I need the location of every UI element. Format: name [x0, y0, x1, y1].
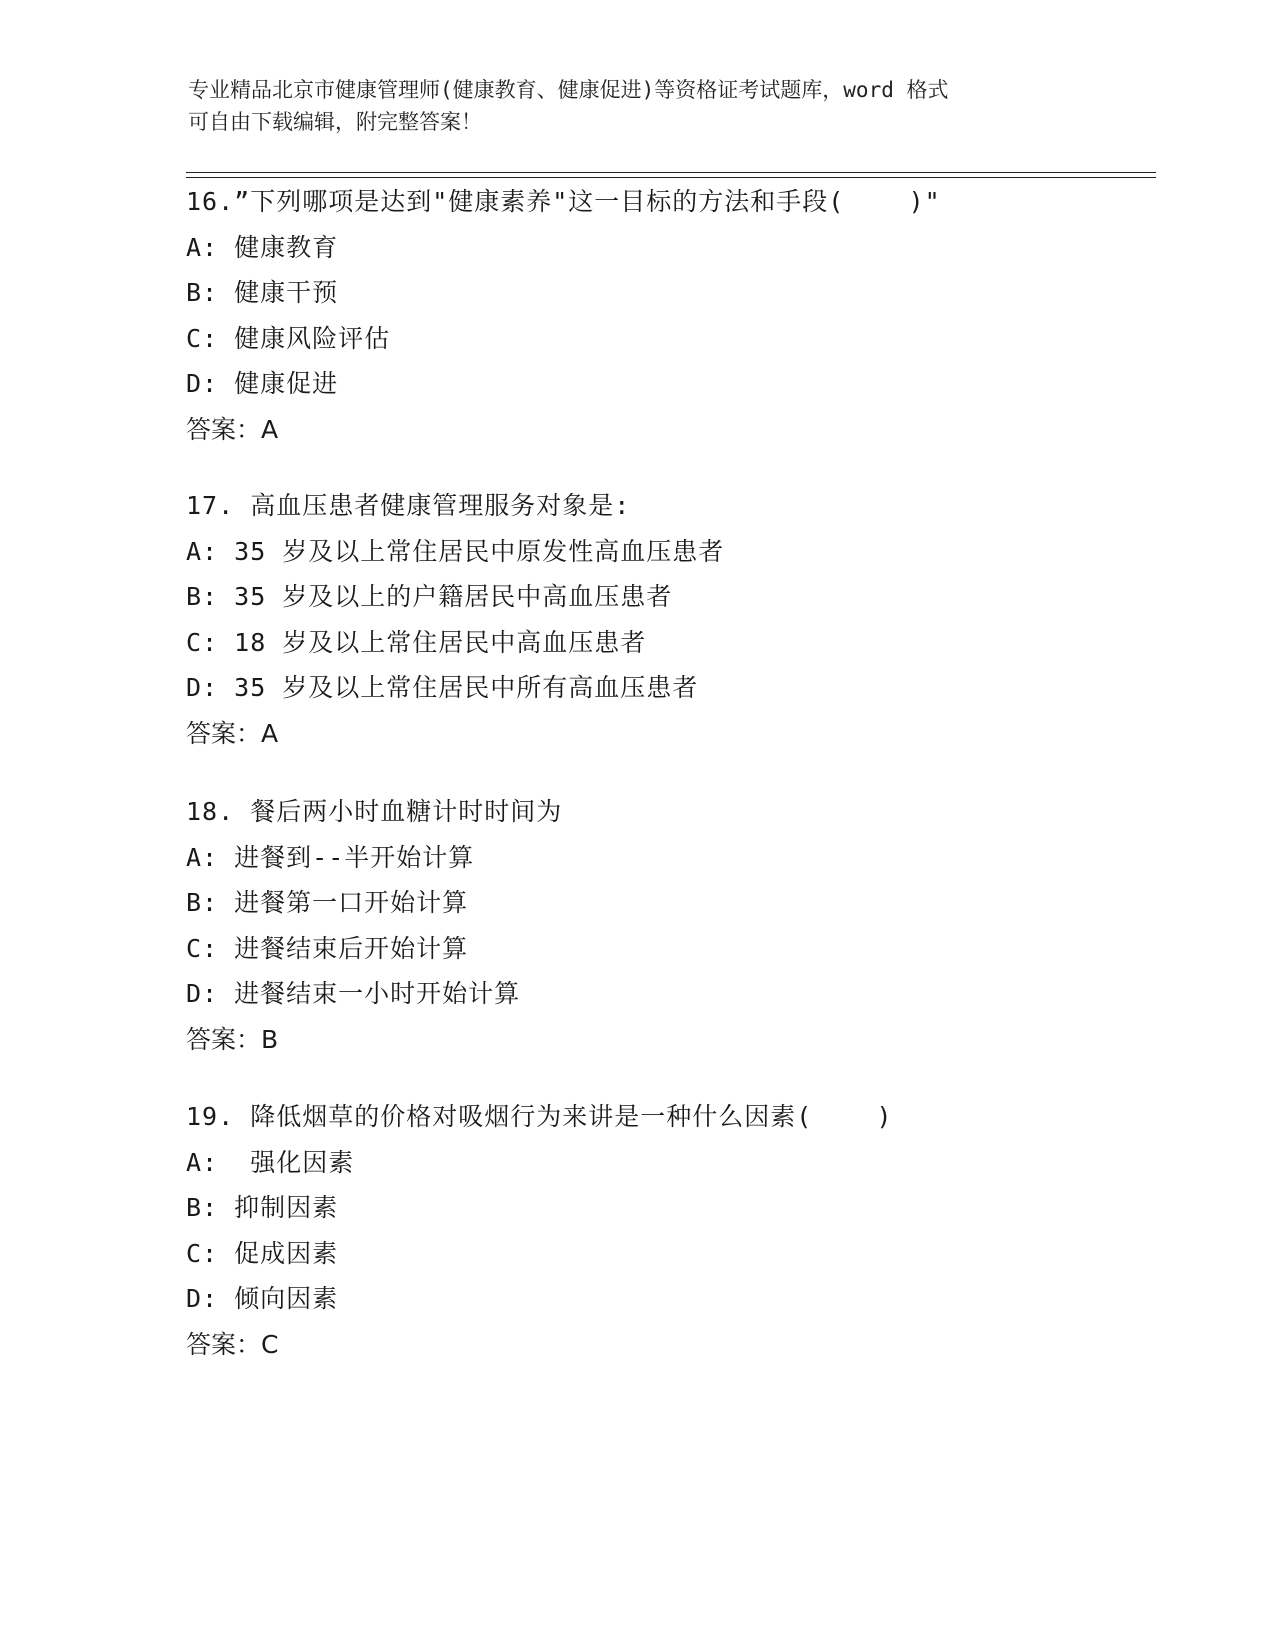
option-d: D: 倾向因素	[186, 1284, 339, 1314]
question-17	[186, 483, 1186, 757]
option-c: C: 进餐结束后开始计算	[186, 933, 469, 963]
question-stem: 16.”下列哪项是达到"健康素养"这一目标的方法和手段( )"	[186, 187, 941, 216]
question-19	[186, 1094, 1186, 1368]
document-header	[188, 74, 1088, 138]
option-a: A: 强化因素	[186, 1147, 355, 1177]
option-b: B: 抑制因素	[186, 1193, 339, 1223]
answer: 答案：B	[186, 1024, 279, 1054]
question-stem: 18. 餐后两小时血糖计时时间为	[186, 797, 563, 826]
option-a: A: 进餐到--半开始计算	[186, 842, 475, 872]
option-b: B: 健康干预	[186, 278, 339, 308]
option-d: D: 35 岁及以上常住居民中所有高血压患者	[186, 673, 699, 703]
question-16	[186, 179, 1186, 453]
option-a: A: 健康教育	[186, 232, 339, 262]
option-a: A: 35 岁及以上常住居民中原发性高血压患者	[186, 536, 725, 566]
header-rule-bottom	[186, 177, 1156, 178]
option-c: C: 健康风险评估	[186, 323, 391, 353]
answer: 答案：C	[186, 1329, 279, 1359]
question-18	[186, 789, 1186, 1063]
header-line-2: 可自由下载编辑，附完整答案！	[188, 110, 482, 134]
header-line-1: 专业精品北京市健康管理师(健康教育、健康促进)等资格证考试题库，word 格式	[188, 78, 949, 102]
answer: 答案：A	[186, 414, 279, 444]
option-d: D: 健康促进	[186, 369, 339, 399]
question-stem: 19. 降低烟草的价格对吸烟行为来讲是一种什么因素( )	[186, 1102, 893, 1131]
option-b: B: 进餐第一口开始计算	[186, 888, 469, 918]
header-rule-top	[186, 172, 1156, 173]
option-b: B: 35 岁及以上的户籍居民中高血压患者	[186, 582, 673, 612]
option-d: D: 进餐结束一小时开始计算	[186, 979, 521, 1009]
answer: 答案：A	[186, 718, 279, 748]
question-stem: 17. 高血压患者健康管理服务对象是:	[186, 491, 631, 520]
option-c: C: 18 岁及以上常住居民中高血压患者	[186, 627, 647, 657]
option-c: C: 促成因素	[186, 1238, 339, 1268]
